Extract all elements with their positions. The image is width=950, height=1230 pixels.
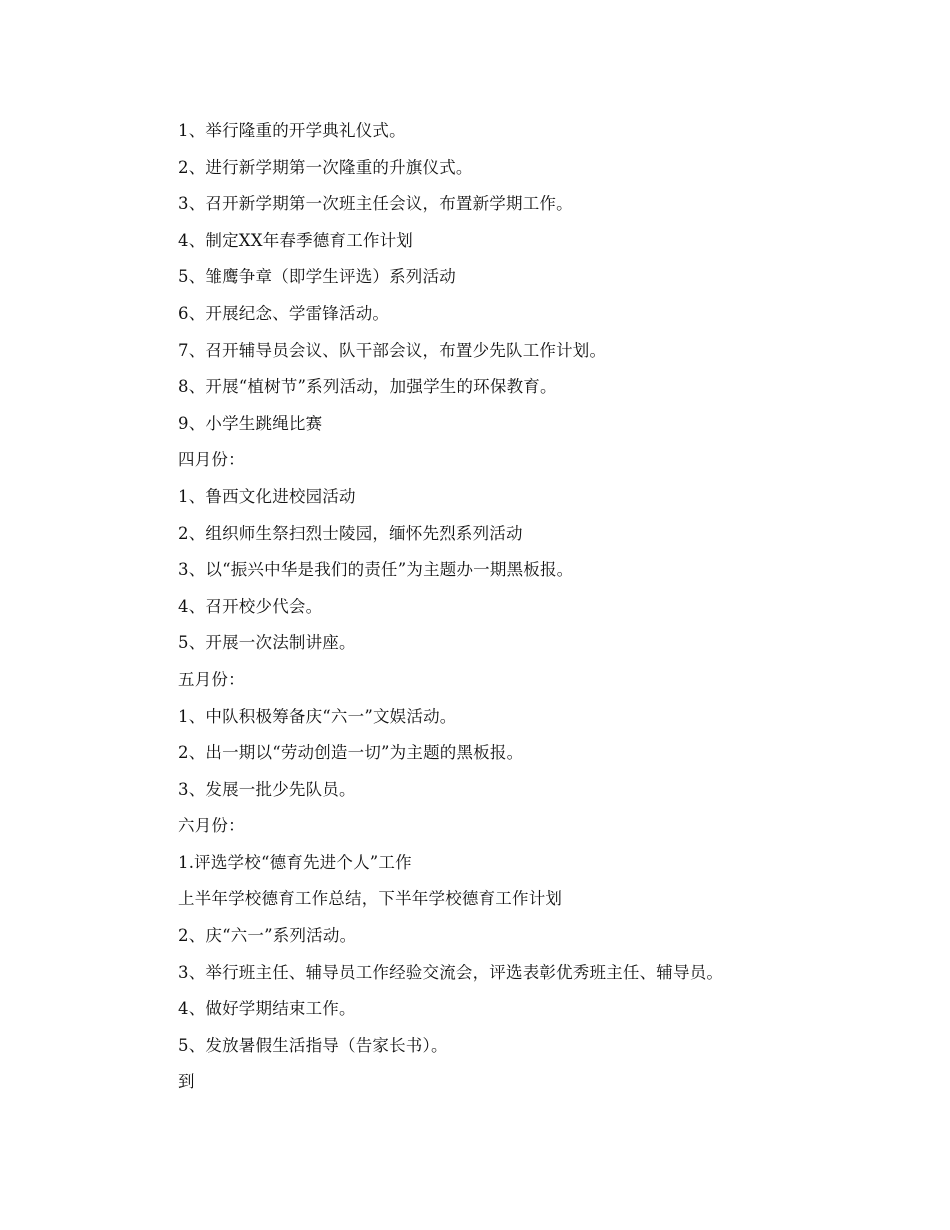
text-line: 2、进行新学期第一次隆重的升旗仪式。 [178,157,473,177]
text-line: 2、出一期以“劳动创造一切”为主题的黑板报。 [178,743,524,763]
section-heading-april: 四月份： [178,450,245,470]
text-line: 5、发放暑假生活指导（告家长书）。 [178,1035,448,1055]
text-line: 6、开展纪念、学雷锋活动。 [178,303,390,323]
text-line: 1、中队积极筹备庆“六一”文娱活动。 [178,706,457,726]
text-line: 3、召开新学期第一次班主任会议，布置新学期工作。 [178,194,573,214]
text-line: 5、雏鹰争章（即学生评选）系列活动 [178,267,456,287]
text-line: 9、小学生跳绳比赛 [178,413,323,433]
text-line: 1、举行隆重的开学典礼仪式。 [178,121,406,140]
text-line: 3、以“振兴中华是我们的责任”为主题办一期黑板报。 [178,560,574,580]
text-line: 2、组织师生祭扫烈士陵园，缅怀先烈系列活动 [178,523,523,543]
text-line: 5、开展一次法制讲座。 [178,633,356,653]
text-line: 2、庆“六一”系列活动。 [178,926,357,946]
text-line: 3、发展一批少先队员。 [178,779,356,799]
text-line: 到 [178,1072,195,1092]
text-line: 1.评选学校“德育先进个人”工作 [178,852,412,872]
text-line: 3、举行班主任、辅导员工作经验交流会，评选表彰优秀班主任、辅导员。 [178,962,724,982]
section-heading-may: 五月份： [178,669,245,689]
text-line: 1、鲁西文化进校园活动 [178,486,356,506]
text-line: 上半年学校德育工作总结，下半年学校德育工作计划 [178,889,563,909]
section-heading-june: 六月份： [178,816,245,836]
text-line: 4、做好学期结束工作。 [178,999,356,1019]
text-line: 4、召开校少代会。 [178,596,323,616]
document-body [178,113,878,1101]
text-line: 7、召开辅导员会议、队干部会议，布置少先队工作计划。 [178,340,607,360]
text-line: 8、开展“植树节”系列活动，加强学生的环保教育。 [178,377,557,397]
text-line: 4、制定XX年春季德育工作计划 [178,230,413,250]
